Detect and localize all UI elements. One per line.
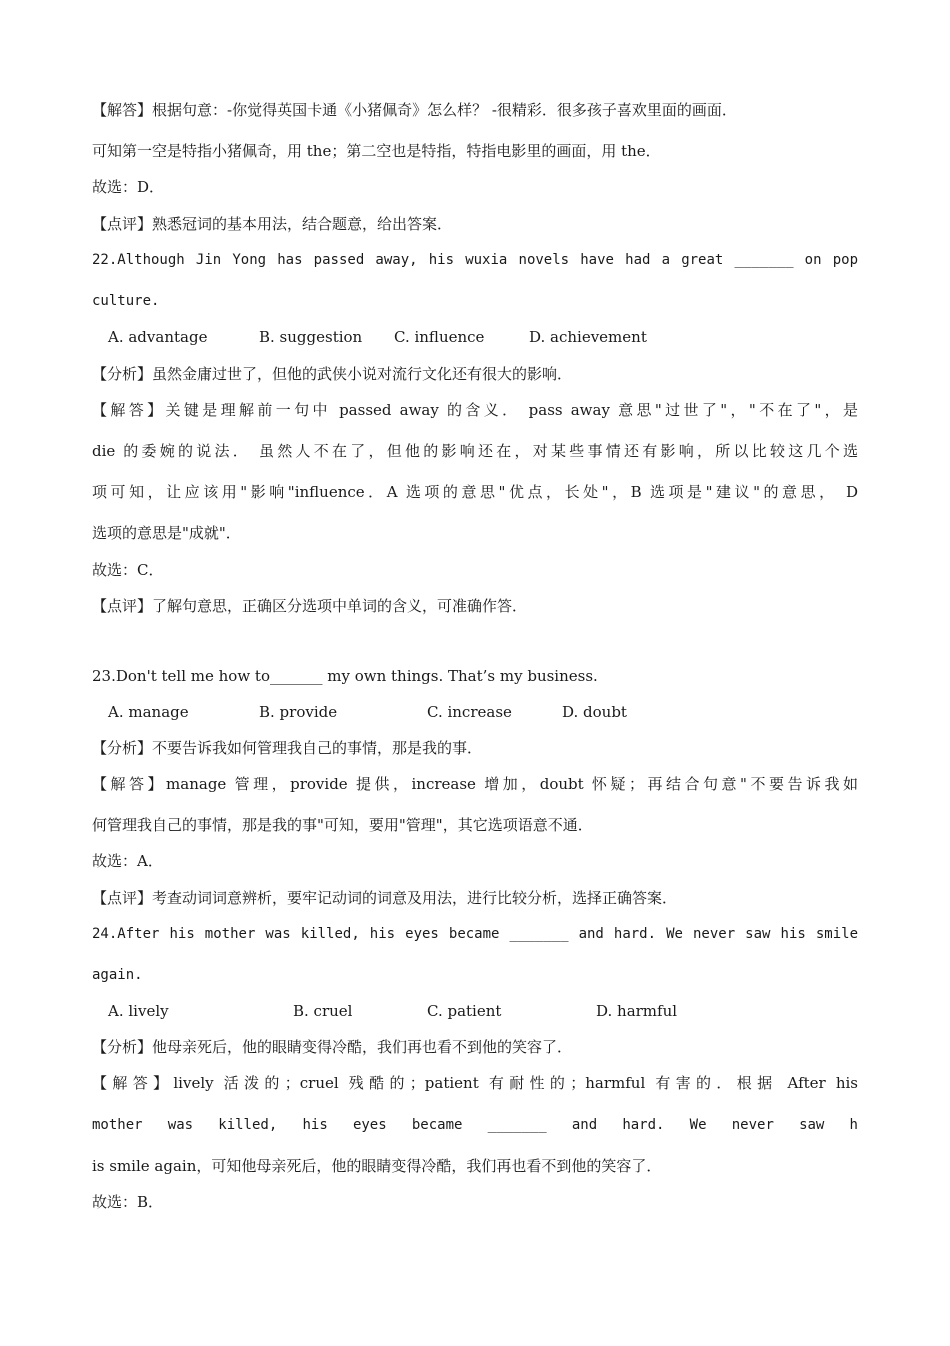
q22-option-b: B. suggestion xyxy=(259,328,363,346)
q24-option-c: C. patient xyxy=(427,1002,502,1020)
q21-answer-line-2: 可知第一空是特指小猪佩奇，用 the；第二空也是特指，特指电影里的画面，用 the． xyxy=(92,142,661,160)
q23-option-a: A. manage xyxy=(108,703,189,721)
q24-analysis: 【分析】他母亲死后，他的眼睛变得冷酷，我们再也看不到他的笑容了． xyxy=(92,1038,573,1056)
q24-stem-line-2: again. xyxy=(92,967,143,983)
q24-answer-line-1: 【解答】lively 活泼的；cruel 残酷的；patient 有耐性的；harmful 有害的．根据 After his xyxy=(92,1074,858,1092)
q22-answer-line-3: 项可知，让应该用"影响"influence．A 选项的意思"优点，长处"，B 选项是"建议"的意思， D xyxy=(92,483,858,501)
q24-choice: 故选：B． xyxy=(92,1193,164,1211)
q24-answer-line-3: is smile again，可知他母亲死后，他的眼睛变得冷酷，我们再也看不到他的笑容了． xyxy=(92,1157,662,1175)
q22-stem-line-2: culture. xyxy=(92,293,160,309)
q23-analysis: 【分析】不要告诉我如何管理我自己的事情，那是我的事． xyxy=(92,739,483,757)
q22-answer-line-2: die 的委婉的说法． 虽然人不在了，但他的影响还在，对某些事情还有影响，所以比较这几个选 xyxy=(92,442,858,460)
q22-choice: 故选：C． xyxy=(92,561,164,579)
q23-choice: 故选：A． xyxy=(92,852,163,870)
q21-comment: 【点评】熟悉冠词的基本用法，结合题意，给出答案． xyxy=(92,215,453,233)
q24-option-d: D. harmful xyxy=(596,1002,678,1020)
q24-option-a: A. lively xyxy=(108,1002,169,1020)
q22-stem-line-1: 22.Although Jin Yong has passed away, his wuxia novels have had a great _______ on pop xyxy=(92,252,858,268)
q22-option-a: A. advantage xyxy=(108,328,208,346)
q23-comment: 【点评】考查动词词意辨析，要牢记动词的词意及用法，进行比较分析，选择正确答案． xyxy=(92,889,678,907)
q24-option-b: B. cruel xyxy=(293,1002,353,1020)
q23-option-d: D. doubt xyxy=(562,703,627,721)
q22-option-d: D. achievement xyxy=(529,328,647,346)
q22-option-c: C. influence xyxy=(394,328,485,346)
q24-stem-line-1: 24.After his mother was killed, his eyes became _______ and hard. We never saw his smile xyxy=(92,926,858,942)
q23-option-b: B. provide xyxy=(259,703,338,721)
q21-answer-line-1: 【解答】根据句意：-你觉得英国卡通《小猪佩奇》怎么样？ -很精彩．很多孩子喜欢里面的画面． xyxy=(92,101,737,119)
q23-answer-line-1: 【解答】manage 管理，provide 提供，increase 增加，doubt 怀疑；再结合句意"不要告诉我如 xyxy=(92,775,858,793)
q22-comment: 【点评】了解句意思，正确区分选项中单词的含义，可准确作答． xyxy=(92,597,528,615)
q21-choice: 故选：D． xyxy=(92,178,165,196)
q22-answer-line-1: 【解答】关键是理解前一句中 passed away 的含义． pass away 意思"过世了"，"不在了"，是 xyxy=(92,401,858,419)
q23-stem: 23.Don't tell me how to_______ my own things. That’s my business. xyxy=(92,667,598,685)
q22-answer-line-4: 选项的意思是"成就"． xyxy=(92,524,241,542)
q24-answer-line-2: mother was killed, his eyes became _______ and hard. We never saw h xyxy=(92,1117,858,1133)
q23-option-c: C. increase xyxy=(427,703,512,721)
q22-analysis: 【分析】虽然金庸过世了，但他的武侠小说对流行文化还有很大的影响． xyxy=(92,365,573,383)
q23-answer-line-2: 何管理我自己的事情，那是我的事"可知，要用"管理"，其它选项语意不通． xyxy=(92,816,593,834)
